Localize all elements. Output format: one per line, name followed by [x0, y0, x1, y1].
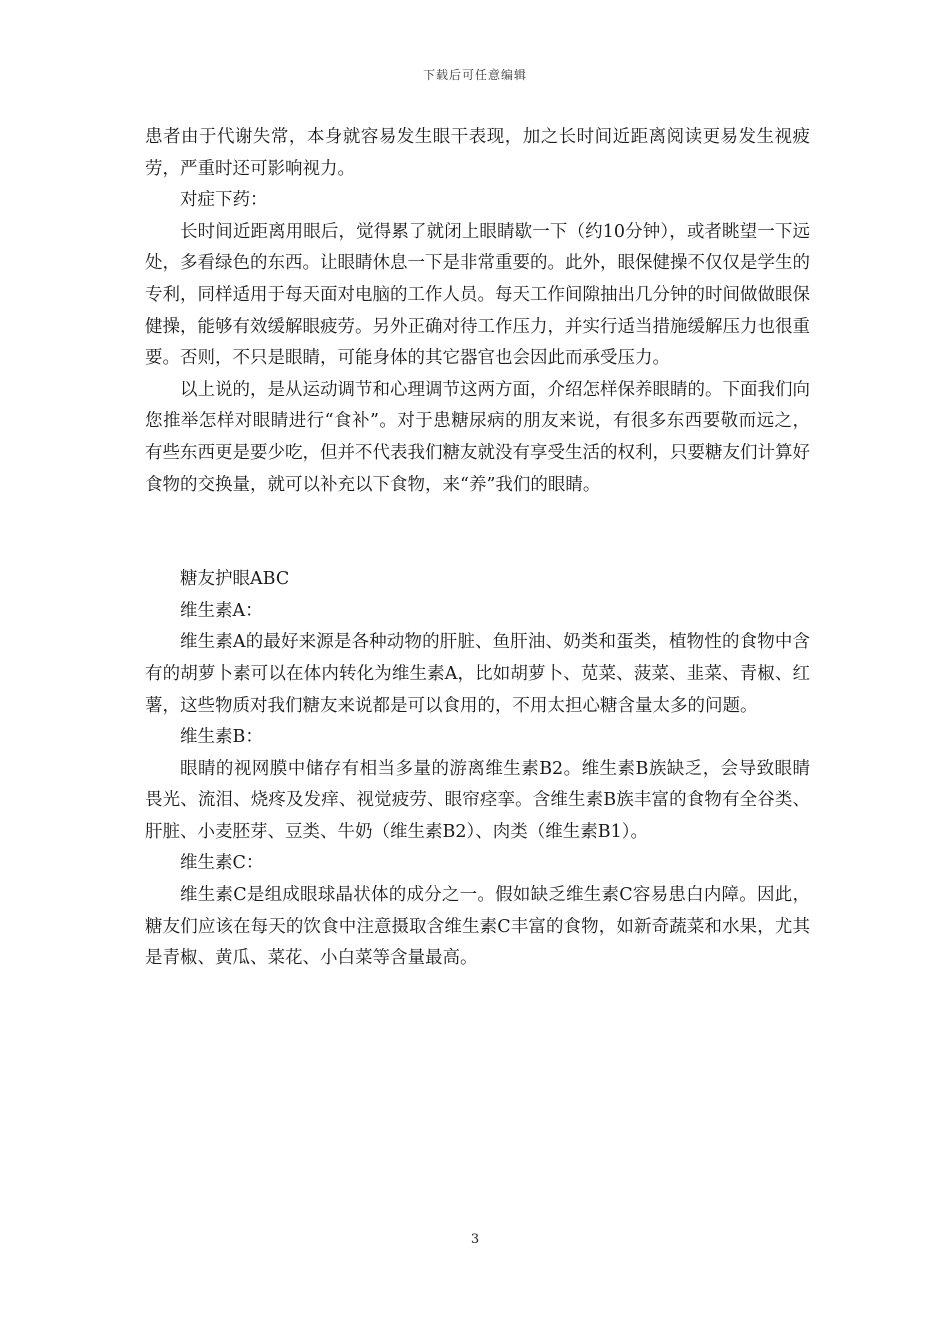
page-header: 下载后可任意编辑	[422, 68, 527, 82]
paragraph-vitamin-c: 维生素C是组成眼球晶状体的成分之一。假如缺乏维生素C容易患白内障。因此，糖友们应该在每天的饮食中注意摄取含维生素C丰富的食物，如新奇蔬菜和水果，尤其是青椒、黄瓜、菜花、小白菜等含量最高。	[145, 885, 810, 969]
document-body	[145, 122, 810, 975]
heading-vitamin-a: 维生素A：	[180, 600, 263, 621]
paragraph-eye-rest: 长时间近距离用眼后，觉得累了就闭上眼睛歇一下（约10分钟），或者眺望一下远处，多看绿色的东西。让眼睛休息一下是非常重要的。此外，眼保健操不仅仅是学生的专利，同样适用于每天面对电脑的工作人员。每天工作间隙抽出几分钟的时间做做眼保健操，能够有效缓解眼疲劳。另外正确对待工作压力，并实行适当措施缓解压力也很重要。否则，不只是眼睛，可能身体的其它器官也会因此而承受压力。	[145, 221, 810, 369]
paragraph-food-supplement: 以上说的，是从运动调节和心理调节这两方面，介绍怎样保养眼睛的。下面我们向您推举怎样对眼睛进行“食补”。对于患糖尿病的朋友来说，有很多东西要敬而远之，有些东西更是要少吃，但并不代表我们糖友就没有享受生活的权利，只要糖友们计算好食物的交换量，就可以补充以下食物，来“养”我们的眼睛。	[145, 379, 810, 495]
section-spacer	[145, 501, 810, 564]
paragraph-vitamin-b: 眼睛的视网膜中储存有相当多量的游离维生素B2。维生素B族缺乏，会导致眼睛畏光、流泪、烧疼及发痒、视觉疲劳、眼帘痉挛。含维生素B族丰富的食物有全谷类、肝脏、小麦胚芽、豆类、牛奶（维生素B2）、肉类（维生素B1）。	[145, 758, 810, 842]
heading-vitamin-c: 维生素C：	[180, 853, 264, 874]
heading-eye-care-abc: 糖友护眼ABC	[180, 569, 290, 590]
page-number: 3	[470, 1232, 480, 1247]
heading-remedy: 对症下药：	[180, 190, 268, 211]
paragraph-eye-dryness: 患者由于代谢失常，本身就容易发生眼干表现，加之长时间近距离阅读更易发生视疲劳，严重时还可影响视力。	[145, 127, 810, 179]
heading-vitamin-b: 维生素B：	[180, 727, 263, 748]
paragraph-vitamin-a: 维生素A的最好来源是各种动物的肝脏、鱼肝油、奶类和蛋类，植物性的食物中含有的胡萝卜素可以在体内转化为维生素A，比如胡萝卜、苋菜、菠菜、韭菜、青椒、红薯，这些物质对我们糖友来说都是可以食用的，不用太担心糖含量太多的问题。	[145, 632, 810, 716]
